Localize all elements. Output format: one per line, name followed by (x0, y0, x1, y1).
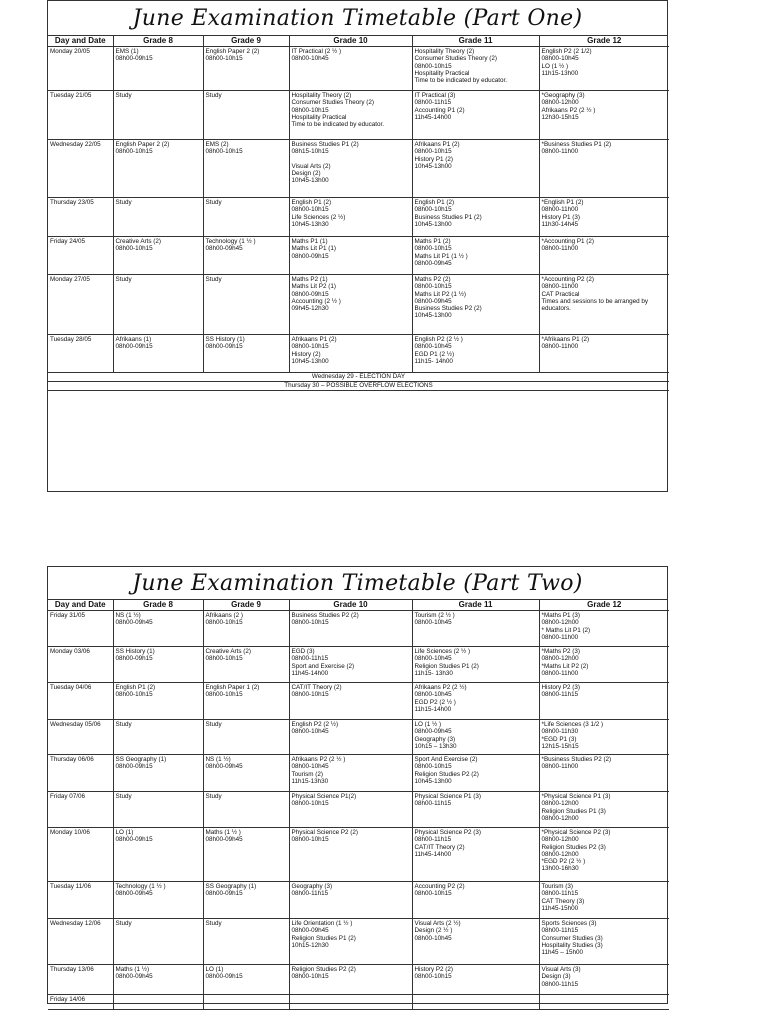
grade-11-cell: Visual Arts (2 ½) Design (2 ½ ) 08h00-10h45 (412, 919, 539, 965)
day-cell: Monday 27/05 (48, 275, 113, 335)
grade-9-cell: LO (1) 08h00-09h15 (203, 965, 289, 995)
grade-8-cell: SS Geography (1) 08h00-09h15 (113, 755, 203, 792)
grade-10-cell: Geography (3) 08h00-11h15 (289, 882, 412, 919)
grade-10-cell (289, 995, 412, 1010)
grade-12-cell: *Business Studies P1 (2) 08h00-11h00 (539, 140, 669, 198)
column-header-grade-11: Grade 11 (412, 36, 539, 47)
grade-9-cell: English Paper 2 (2) 08h00-10h15 (203, 47, 289, 91)
grade-12-cell: Tourism (3) 08h00-11h15 CAT Theory (3) 11h45-15h00 (539, 882, 669, 919)
grade-12-cell: *Physical Science P1 (3) 08h00-12h00 Religion Studies P1 (3) 08h00-12h00 (539, 792, 669, 828)
grade-12-cell: *Physical Science P2 (3) 08h00-12h00 Religion Studies P2 (3) 08h00-12h00 *EGD P2 (2 ½ ) 13h00-16h30 (539, 828, 669, 882)
day-cell: Wednesday 05/06 (48, 720, 113, 755)
grade-9-cell: Study (203, 275, 289, 335)
blank-area (48, 391, 669, 490)
grade-10-cell: Life Orientation (1 ½ ) 08h00-09h45 Religion Studies P1 (2) 10h15-12h30 (289, 919, 412, 965)
grade-8-cell: Study (113, 198, 203, 237)
day-cell: Monday 10/06 (48, 828, 113, 882)
grade-8-cell: Study (113, 91, 203, 140)
day-cell: Friday 07/06 (48, 792, 113, 828)
grade-9-cell: Maths (1 ½ ) 08h00-09h45 (203, 828, 289, 882)
grade-12-cell (539, 995, 669, 1010)
grade-10-cell: Religion Studies P2 (2) 08h00-10h15 (289, 965, 412, 995)
table-row (48, 720, 669, 755)
table-row (48, 792, 669, 828)
grade-12-cell: *Accounting P1 (2) 08h00-11h00 (539, 237, 669, 275)
grade-12-cell: *English P1 (2) 08h00-11h00 History P1 (3) 11h30-14h45 (539, 198, 669, 237)
grade-10-cell: Hospitality Theory (2) Consumer Studies Theory (2) 08h00-10h15 Hospitality Practical Time to be indicated by educator. (289, 91, 412, 140)
day-cell: Tuesday 04/06 (48, 683, 113, 720)
grade-12-cell: *Afrikaans P1 (2) 08h00-11h00 (539, 335, 669, 373)
grade-10-cell: Maths P2 (1) Maths Lit P2 (1) 08h00-09h15 Accounting (2 ½ ) 09h45-12h30 (289, 275, 412, 335)
grade-8-cell: Study (113, 919, 203, 965)
grade-10-cell: EGD (3) 08h00-11h15 Sport and Exercise (2) 11h45-14h00 (289, 647, 412, 683)
grade-12-cell: *Maths P2 (3) 08h00-12h00 *Maths Lit P2 (2) 08h00-11h00 (539, 647, 669, 683)
table-row (48, 237, 669, 275)
page-title: June Examination Timetable (Part Two) (48, 567, 667, 600)
column-header-grade-8: Grade 8 (113, 36, 203, 47)
timetable-table (48, 36, 669, 489)
grade-8-cell: Creative Arts (2) 08h00-10h15 (113, 237, 203, 275)
grade-11-cell: English P2 (2 ½ ) 08h00-10h45 EGD P1 (2 ½) 11h15- 14h00 (412, 335, 539, 373)
grade-8-cell: Afrikaans (1) 08h00-09h15 (113, 335, 203, 373)
day-cell: Friday 14/06 (48, 995, 113, 1010)
grade-11-cell: History P2 (2) 08h00-10h15 (412, 965, 539, 995)
column-header-grade-12: Grade 12 (539, 36, 669, 47)
table-row (48, 995, 669, 1010)
table-row (48, 91, 669, 140)
grade-9-cell: Creative Arts (2) 08h00-10h15 (203, 647, 289, 683)
grade-8-cell (113, 995, 203, 1010)
grade-10-cell: Physical Science P1(2) 08h00-10h15 (289, 792, 412, 828)
grade-10-cell: CAT/IT Theory (2) 08h00-10h15 (289, 683, 412, 720)
grade-8-cell: Study (113, 275, 203, 335)
day-cell: Thursday 06/06 (48, 755, 113, 792)
table-row (48, 755, 669, 792)
grade-11-cell: Physical Science P1 (3) 08h00-11h15 (412, 792, 539, 828)
grade-12-cell: *Geography (3) 08h00-12h00 Afrikaans P2 (2 ½ ) 12h30-15h15 (539, 91, 669, 140)
blank-cell (48, 391, 669, 490)
grade-9-cell: SS History (1) 08h00-09h15 (203, 335, 289, 373)
table-row (48, 882, 669, 919)
table-row (48, 335, 669, 373)
grade-8-cell: LO (1) 08h00-09h15 (113, 828, 203, 882)
grade-12-cell: *Accounting P2 (2) 08h00-11h00 CAT Practical Times and sessions to be arranged by educators. (539, 275, 669, 335)
day-cell: Friday 24/05 (48, 237, 113, 275)
grade-11-cell: LO (1 ½ ) 08h00-09h45 Geography (3) 10h15 – 13h30 (412, 720, 539, 755)
grade-9-cell: Study (203, 91, 289, 140)
grade-8-cell: English P1 (2) 08h00-10h15 (113, 683, 203, 720)
grade-8-cell: Study (113, 720, 203, 755)
grade-12-cell: History P2 (3) 08h00-11h15 (539, 683, 669, 720)
grade-11-cell: Afrikaans P2 (2 ½) 08h00-10h45 EGD P2 (2 ½ ) 11h15-14h00 (412, 683, 539, 720)
grade-9-cell: Study (203, 720, 289, 755)
note-row (48, 382, 669, 391)
grade-11-cell: Life Sciences (2 ½ ) 08h00-10h45 Religion Studies P1 (2) 11h15- 13h30 (412, 647, 539, 683)
column-header-grade-8: Grade 8 (113, 600, 203, 611)
day-cell: Wednesday 12/06 (48, 919, 113, 965)
grade-8-cell: EMS (1) 08h00-09h15 (113, 47, 203, 91)
grade-8-cell: NS (1 ½) 08h00-09h45 (113, 611, 203, 647)
grade-9-cell: Technology (1 ½ ) 08h00-09h45 (203, 237, 289, 275)
table-row (48, 828, 669, 882)
grade-12-cell: Visual Arts (3) Design (3) 08h00-11h15 (539, 965, 669, 995)
grade-11-cell: Physical Science P2 (3) 08h00-11h15 CAT/IT Theory (2) 11h45-14h00 (412, 828, 539, 882)
day-cell: Tuesday 11/06 (48, 882, 113, 919)
grade-9-cell: Study (203, 792, 289, 828)
table-row (48, 647, 669, 683)
grade-10-cell: Physical Science P2 (2) 08h00-10h15 (289, 828, 412, 882)
grade-11-cell: Accounting P2 (2) 08h00-10h15 (412, 882, 539, 919)
column-header-grade-11: Grade 11 (412, 600, 539, 611)
column-header-grade-10: Grade 10 (289, 36, 412, 47)
column-header-day: Day and Date (48, 36, 113, 47)
table-row (48, 47, 669, 91)
grade-8-cell: English Paper 2 (2) 08h00-10h15 (113, 140, 203, 198)
column-header-grade-10: Grade 10 (289, 600, 412, 611)
grade-10-cell: English P1 (2) 08h00-10h15 Life Sciences (2 ½) 10h45-13h30 (289, 198, 412, 237)
table-row (48, 275, 669, 335)
grade-12-cell: English P2 (2 1/2) 08h00-10h45 LO (1 ½ ) 11h15-13h00 (539, 47, 669, 91)
timetable-part-two (47, 566, 668, 1004)
grade-8-cell: SS History (1) 08h00-09h15 (113, 647, 203, 683)
column-header-grade-9: Grade 9 (203, 36, 289, 47)
grade-9-cell: Study (203, 919, 289, 965)
grade-10-cell: Business Studies P1 (2) 08h15-10h15 Visual Arts (2) Design (2) 10h45-13h00 (289, 140, 412, 198)
grade-9-cell: Afrikaans (2 ) 08h00-10h15 (203, 611, 289, 647)
grade-12-cell: *Maths P1 (3) 08h00-12h00 * Maths Lit P1 (2) 08h00-11h00 (539, 611, 669, 647)
grade-10-cell: Business Studies P2 (2) 08h00-10h15 (289, 611, 412, 647)
grade-11-cell: Maths P2 (2) 08h00-10h15 Maths Lit P2 (1 ½) 08h00-09h45 Business Studies P2 (2) 10h45-13h00 (412, 275, 539, 335)
table-row (48, 140, 669, 198)
column-header-grade-12: Grade 12 (539, 600, 669, 611)
grade-8-cell: Study (113, 792, 203, 828)
grade-9-cell: EMS (2) 08h00-10h15 (203, 140, 289, 198)
grade-11-cell: Sport And Exercise (2) 08h00-10h15 Religion Studies P2 (2) 10h45-13h00 (412, 755, 539, 792)
grade-10-cell: Afrikaans P1 (2) 08h00-10h15 History (2) 10h45-13h00 (289, 335, 412, 373)
column-header-grade-9: Grade 9 (203, 600, 289, 611)
day-cell: Monday 20/05 (48, 47, 113, 91)
grade-11-cell: Hospitality Theory (2) Consumer Studies Theory (2) 08h00-10h15 Hospitality Practical Time to be indicated by educator. (412, 47, 539, 91)
day-cell: Monday 03/06 (48, 647, 113, 683)
timetable-part-one (47, 0, 668, 492)
table-row (48, 611, 669, 647)
grade-8-cell: Technology (1 ½ ) 08h00-09h45 (113, 882, 203, 919)
grade-9-cell: English Paper 1 (2) 08h00-10h15 (203, 683, 289, 720)
header-row (48, 600, 669, 611)
table-row (48, 198, 669, 237)
grade-12-cell: *Life Sciences (3 1/2 ) 08h00-11h30 *EGD P1 (3) 12h15-15h15 (539, 720, 669, 755)
overflow-elections-note: Thursday 30 – POSSIBLE OVERFLOW ELECTIONS (48, 382, 669, 391)
grade-10-cell: Afrikaans P2 (2 ½ ) 08h00-10h45 Tourism (2) 11h15-13h30 (289, 755, 412, 792)
timetable-table (48, 600, 669, 1010)
note-row (48, 373, 669, 382)
grade-11-cell: English P1 (2) 08h00-10h15 Business Studies P1 (2) 10h45-13h00 (412, 198, 539, 237)
header-row (48, 36, 669, 47)
table-row (48, 683, 669, 720)
table-row (48, 965, 669, 995)
grade-9-cell: Study (203, 198, 289, 237)
grade-10-cell: English P2 (2 ½) 08h00-10h45 (289, 720, 412, 755)
grade-9-cell: NS (1 ½) 08h00-09h45 (203, 755, 289, 792)
grade-10-cell: Maths P1 (1) Maths Lit P1 (1) 08h00-09h15 (289, 237, 412, 275)
day-cell: Tuesday 21/05 (48, 91, 113, 140)
grade-8-cell: Maths (1 ½) 08h00-09h45 (113, 965, 203, 995)
day-cell: Thursday 13/06 (48, 965, 113, 995)
grade-11-cell: Afrikaans P1 (2) 08h00-10h15 History P1 (2) 10h45-13h00 (412, 140, 539, 198)
day-cell: Wednesday 22/05 (48, 140, 113, 198)
page-title: June Examination Timetable (Part One) (48, 1, 667, 36)
grade-11-cell (412, 995, 539, 1010)
grade-9-cell: SS Geography (1) 08h00-09h15 (203, 882, 289, 919)
day-cell: Thursday 23/05 (48, 198, 113, 237)
grade-11-cell: Tourism (2 ½ ) 08h00-10h45 (412, 611, 539, 647)
day-cell: Friday 31/05 (48, 611, 113, 647)
grade-9-cell (203, 995, 289, 1010)
election-day-note: Wednesday 29 - ELECTION DAY (48, 373, 669, 382)
grade-11-cell: Maths P1 (2) 08h00-10h15 Maths Lit P1 (1 ½ ) 08h00-09h45 (412, 237, 539, 275)
day-cell: Tuesday 28/05 (48, 335, 113, 373)
grade-10-cell: IT Practical (2 ½ ) 08h00-10h45 (289, 47, 412, 91)
column-header-day: Day and Date (48, 600, 113, 611)
table-row (48, 919, 669, 965)
grade-11-cell: IT Practical (3) 08h00-11h15 Accounting P1 (2) 11h45-14h00 (412, 91, 539, 140)
grade-12-cell: Sports Sciences (3) 08h00-11h15 Consumer Studies (3) Hospitality Studies (3) 11h45 – 15h00 (539, 919, 669, 965)
grade-12-cell: *Business Studies P2 (2) 08h00-11h00 (539, 755, 669, 792)
